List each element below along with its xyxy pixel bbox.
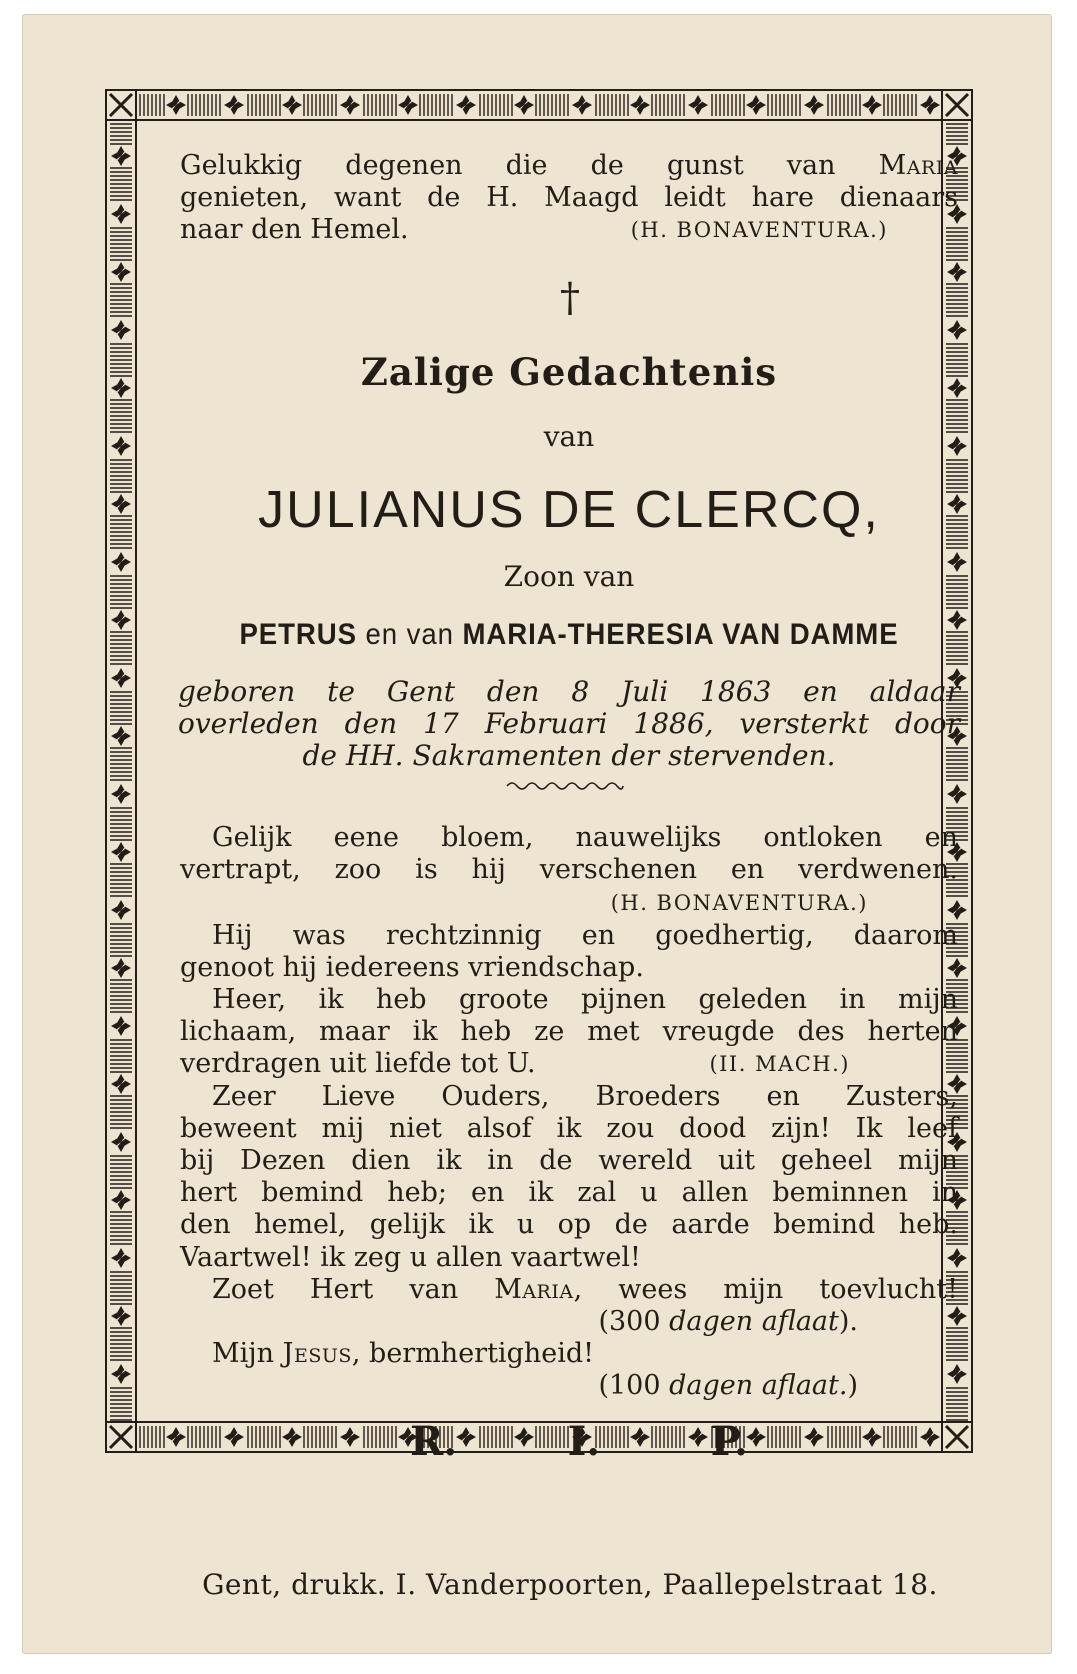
indulgence-text: ): [847, 1370, 858, 1402]
wavy-divider: [505, 780, 625, 792]
epigraph: [180, 150, 958, 246]
printer-imprint: Gent, drukk. I. Vanderpoorten, Paallepelstraat 18.: [202, 1568, 938, 1601]
epigraph-maria: Maria: [878, 150, 958, 181]
indulgence-text: (100: [598, 1370, 670, 1402]
prayer-text: Mijn: [212, 1338, 283, 1370]
epigraph-text: naar den Hemel.: [180, 214, 409, 245]
indulgence-text: (300: [598, 1306, 670, 1338]
body-text: [180, 822, 958, 1403]
parents-connector: en van: [356, 618, 463, 651]
birth-death-text: [178, 676, 960, 772]
birth-line: geboren te Gent den 8 Juli 1863 en aldaar: [178, 675, 960, 708]
body-line: genoot hij iedereens vriendschap.: [180, 951, 644, 983]
cross-icon: †: [560, 275, 580, 321]
mother-name: MARIA-THERESIA VAN DAMME: [462, 618, 899, 651]
rip-letter: I.: [567, 1418, 601, 1465]
rip-letter: P.: [710, 1418, 748, 1465]
epigraph-source: (H. BONAVENTURA.): [630, 218, 888, 242]
card-title: Zalige Gedachtenis: [360, 350, 778, 394]
van-text: van: [543, 420, 595, 453]
son-of-text: Zoon van: [503, 560, 635, 593]
prayer-text: , bermhertigheid!: [351, 1338, 594, 1370]
parents-line: [211, 618, 927, 652]
sacraments-line: de HH. Sakramenten der stervenden.: [302, 739, 836, 772]
father-name: PETRUS: [239, 618, 357, 651]
rip: [180, 1418, 958, 1465]
prayer-text: Zoet Hert van: [212, 1273, 495, 1305]
body-line: hert bemind heb; en ik zal u allen beminnen in: [180, 1177, 958, 1209]
body-line: lichaam, maar ik heb ze met vreugde des herten: [180, 1016, 958, 1048]
deceased-name: JULIANUS DE CLERCQ,: [258, 481, 880, 539]
body-line: Hij was rechtzinnig en goedhertig, daarom: [212, 919, 958, 951]
quote-source: (H. BONAVENTURA.): [610, 891, 868, 916]
prayer-text: , wees mijn toevlucht!: [573, 1273, 958, 1305]
body-line: Vaartwel! ik zeg u allen vaartwel!: [180, 1241, 641, 1273]
prayer-jesus: Jesus: [282, 1338, 352, 1370]
indulgence-text: ).: [838, 1306, 858, 1338]
death-line: overleden den 17 Februari 1886, versterkt door: [178, 707, 960, 740]
indulgence-text: dagen aflaat.: [669, 1370, 848, 1402]
body-line: den hemel, gelijk ik u op de aarde bemind heb.: [180, 1209, 958, 1241]
body-line: Heer, ik heb groote pijnen geleden in mijn: [212, 984, 958, 1016]
rip-letter: R.: [410, 1418, 458, 1465]
prayer-maria: Maria: [494, 1273, 574, 1305]
body-line: vertrapt, zoo is hij verschenen en verdwenen.: [180, 854, 958, 886]
body-line: Gelijk eene bloem, nauwelijks ontloken en: [212, 822, 958, 853]
epigraph-text: Gelukkig degenen die de gunst van: [180, 150, 879, 181]
quote-source: (II. MACH.): [709, 1052, 850, 1077]
body-line: verdragen uit liefde tot U.: [180, 1048, 536, 1080]
epigraph-text: genieten, want de H. Maagd leidt hare dienaars: [180, 182, 958, 213]
body-line: Zeer Lieve Ouders, Broeders en Zusters,: [212, 1080, 958, 1112]
body-line: bij Dezen dien ik in de wereld uit geheel mijn: [180, 1145, 958, 1177]
body-line: beweent mij niet alsof ik zou dood zijn! Ik leef: [180, 1112, 958, 1144]
indulgence-text: dagen aflaat: [669, 1306, 839, 1338]
